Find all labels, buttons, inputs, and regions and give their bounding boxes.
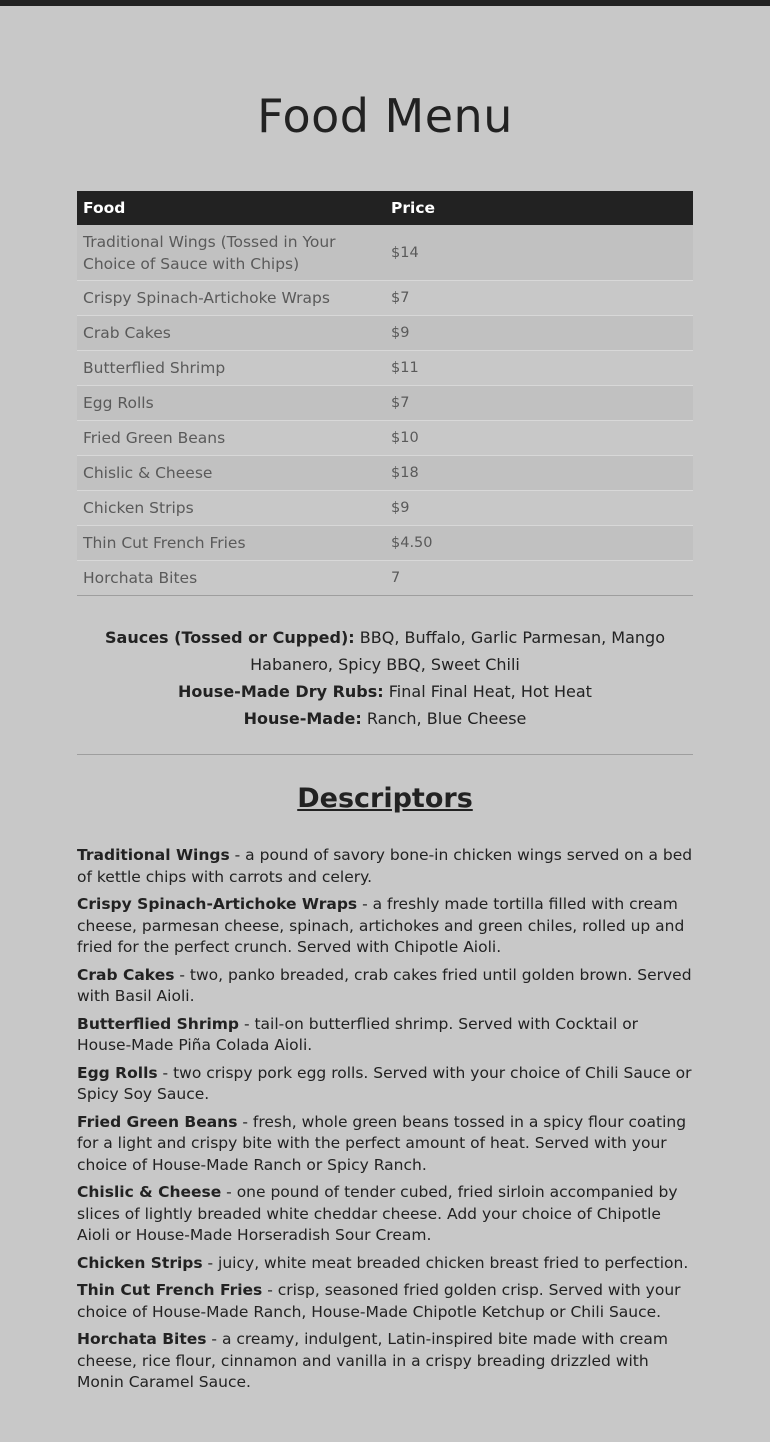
descriptor-item <box>77 1253 693 1275</box>
price-cell: $7 <box>385 386 693 421</box>
food-cell: Chislic & Cheese <box>77 456 385 491</box>
descriptor-item <box>77 1329 693 1394</box>
price-cell: $4.50 <box>385 526 693 561</box>
dry-rubs-value: Final Final Heat, Hot Heat <box>388 682 592 701</box>
descriptor-text: - one pound of tender cubed, fried sirloin accompanied by slices of lightly breaded white cheddar cheese. Add your choice of Chipotle Aioli or House-Made Horseradish Sour Cream. <box>77 1183 678 1244</box>
descriptor-item <box>77 965 693 1008</box>
descriptor-name: Thin Cut French Fries <box>77 1281 263 1299</box>
house-made-line <box>77 705 693 732</box>
descriptor-name: Crab Cakes <box>77 965 175 984</box>
descriptors-list <box>77 845 693 1394</box>
food-cell: Traditional Wings (Tossed in Your Choice of Sauce with Chips) <box>77 225 385 281</box>
descriptor-text: - juicy, white meat breaded chicken breast fried to perfection. <box>202 1253 689 1272</box>
price-cell: 7 <box>385 561 693 596</box>
table-row <box>77 421 693 456</box>
price-cell: $9 <box>385 491 693 526</box>
food-cell: Chicken Strips <box>77 491 385 526</box>
descriptor-text: - two crispy pork egg rolls. Served with your choice of Chili Sauce or Spicy Soy Sauce. <box>77 1063 692 1103</box>
descriptor-item <box>77 894 693 959</box>
descriptors-title: Descriptors <box>297 783 473 814</box>
price-cell: $10 <box>385 421 693 456</box>
descriptor-name: Egg Rolls <box>77 1063 158 1082</box>
descriptor-name: Butterflied Shrimp <box>77 1014 240 1033</box>
price-cell: $18 <box>385 456 693 491</box>
price-cell: $14 <box>385 225 693 281</box>
table-header-row <box>77 191 693 225</box>
food-cell: Butterflied Shrimp <box>77 351 385 386</box>
table-row <box>77 561 693 596</box>
sauces-label: Sauces (Tossed or Cupped): <box>105 628 355 647</box>
column-header-price: Price <box>385 191 693 225</box>
table-row <box>77 386 693 421</box>
descriptor-name: Fried Green Beans <box>77 1112 238 1131</box>
sauces-section <box>77 596 693 754</box>
house-made-label: House-Made: <box>243 709 362 728</box>
food-cell: Crab Cakes <box>77 316 385 351</box>
sauces-value: BBQ, Buffalo, Garlic Parmesan, Mango Habanero, Spicy BBQ, Sweet Chili <box>250 628 665 674</box>
price-cell: $9 <box>385 316 693 351</box>
table-row <box>77 351 693 386</box>
table-row <box>77 491 693 526</box>
descriptor-item <box>77 1063 693 1106</box>
table-row <box>77 225 693 281</box>
descriptor-text: - tail-on butterflied shrimp. Served with Cocktail or House-Made Piña Colada Aioli. <box>77 1014 639 1054</box>
table-row <box>77 281 693 316</box>
descriptor-item <box>77 1112 693 1177</box>
descriptor-text: - two, panko breaded, crab cakes fried until golden brown. Served with Basil Aioli. <box>77 965 692 1005</box>
food-cell: Thin Cut French Fries <box>77 526 385 561</box>
food-cell: Crispy Spinach-Artichoke Wraps <box>77 281 385 316</box>
table-row <box>77 316 693 351</box>
descriptor-item <box>77 845 693 888</box>
food-price-table <box>77 191 693 595</box>
table-row <box>77 456 693 491</box>
descriptor-name: Horchata Bites <box>77 1330 207 1348</box>
page-title: Food Menu <box>257 89 513 143</box>
descriptor-name: Crispy Spinach-Artichoke Wraps <box>77 895 358 913</box>
food-cell: Fried Green Beans <box>77 421 385 456</box>
food-cell: Egg Rolls <box>77 386 385 421</box>
descriptor-item <box>77 1182 693 1247</box>
dry-rubs-line <box>77 678 693 705</box>
sauces-line <box>77 624 693 678</box>
price-cell: $11 <box>385 351 693 386</box>
section-divider <box>77 754 693 755</box>
descriptor-text: - a freshly made tortilla filled with cream cheese, parmesan cheese, spinach, artichokes and green chiles, rolled up and fried for the perfect crunch. Served with Chipotle Aioli. <box>77 895 685 956</box>
descriptor-name: Traditional Wings <box>77 846 230 864</box>
descriptor-text: - fresh, whole green beans tossed in a spicy flour coating for a light and crispy bite with the perfect amount of heat. Served with your choice of House-Made Ranch or Spicy Ranch. <box>77 1112 687 1174</box>
descriptor-item <box>77 1280 693 1323</box>
descriptor-text: - a pound of savory bone-in chicken wings served on a bed of kettle chips with carrots and celery. <box>77 846 693 886</box>
dry-rubs-label: House-Made Dry Rubs: <box>178 682 384 701</box>
descriptor-text: - a creamy, indulgent, Latin-inspired bite made with cream cheese, rice flour, cinnamon and vanilla in a crispy breading drizzled with Monin Caramel Sauce. <box>77 1330 669 1391</box>
page-content <box>77 6 693 1394</box>
descriptor-name: Chicken Strips <box>77 1253 203 1272</box>
table-row <box>77 526 693 561</box>
descriptor-item <box>77 1014 693 1057</box>
descriptor-name: Chislic & Cheese <box>77 1183 222 1201</box>
column-header-food: Food <box>77 191 385 225</box>
house-made-value: Ranch, Blue Cheese <box>366 709 527 728</box>
food-cell: Horchata Bites <box>77 561 385 596</box>
descriptor-text: - crisp, seasoned fried golden crisp. Served with your choice of House-Made Ranch, House-Made Chipotle Ketchup or Chili Sauce. <box>77 1281 681 1321</box>
price-cell: $7 <box>385 281 693 316</box>
